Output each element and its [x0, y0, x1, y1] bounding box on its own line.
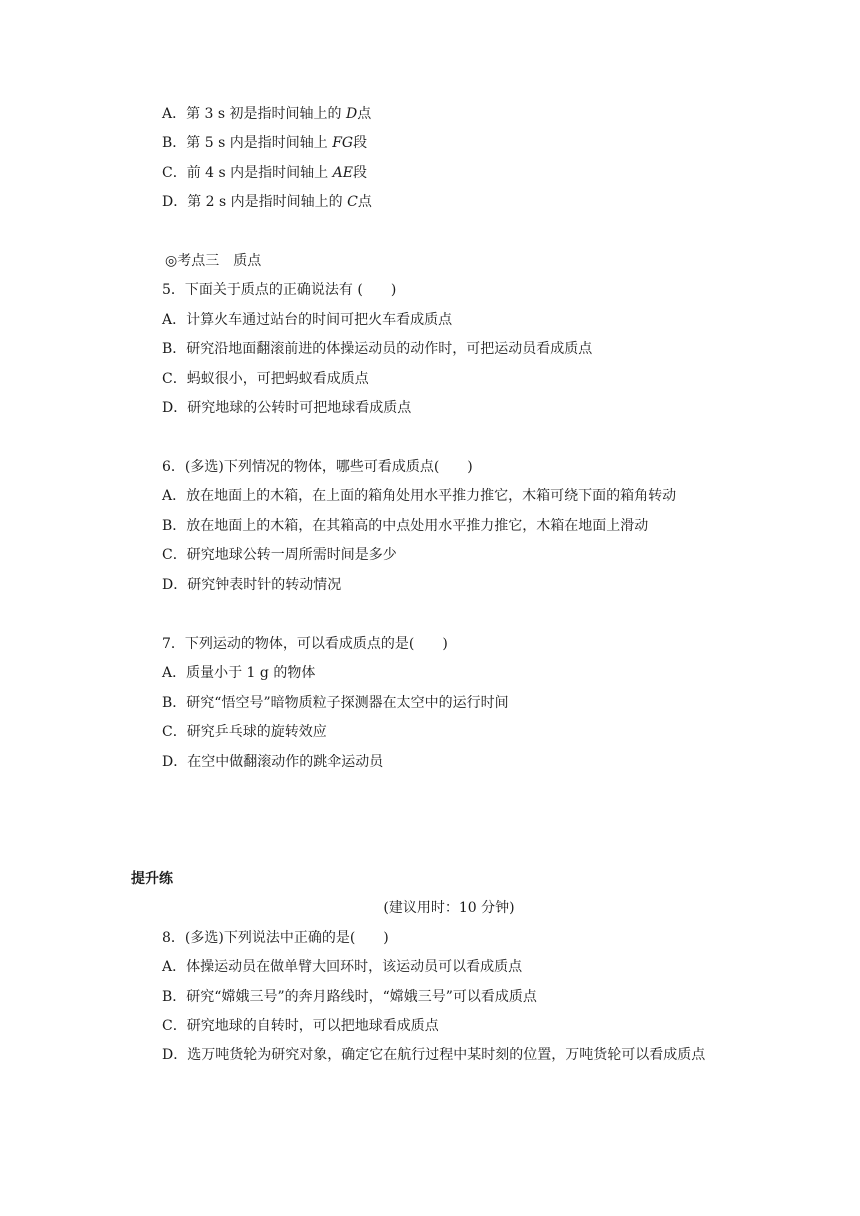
option-line: B．研究沿地面翻滚前进的体操运动员的动作时，可把运动员看成质点: [162, 341, 593, 357]
option-text: 段: [352, 165, 367, 181]
option-line: [162, 105, 371, 123]
option-variable: D: [346, 106, 358, 122]
option-text: C．前 4 s 内是指时间轴上: [162, 165, 333, 181]
option-line: C．蚂蚁很小，可把蚂蚁看成质点: [162, 371, 369, 387]
option-line: D．选万吨货轮为研究对象，确定它在航行过程中某时刻的位置，万吨货轮可以看成质点: [162, 1047, 706, 1063]
option-variable: FG: [332, 135, 354, 151]
option-line: D．研究地球的公转时可把地球看成质点: [162, 400, 412, 416]
option-text: 点: [357, 106, 372, 122]
option-line: A．体操运动员在做单臂大回环时，该运动员可以看成质点: [162, 959, 523, 975]
option-text: A．第 3 s 初是指时间轴上的: [162, 106, 347, 122]
option-line: D．研究钟表时针的转动情况: [162, 577, 342, 593]
option-line: [162, 164, 367, 182]
option-line: D．在空中做翻滚动作的跳伞运动员: [162, 754, 384, 770]
option-line: A．质量小于 1 g 的物体: [162, 665, 316, 681]
question-stem: 6．(多选)下列情况的物体，哪些可看成质点( ): [162, 459, 473, 475]
option-text: 点: [357, 194, 372, 210]
question-stem: 8．(多选)下列说法中正确的是( ): [162, 930, 389, 946]
question-stem: 7．下列运动的物体，可以看成质点的是( ): [162, 636, 448, 652]
option-line: [162, 193, 372, 211]
option-line: [162, 134, 367, 152]
option-line: B．放在地面上的木箱，在其箱高的中点处用水平推力推它，木箱在地面上滑动: [162, 518, 649, 534]
question-stem: 5．下面关于质点的正确说法有 ( ): [162, 282, 397, 298]
option-variable: AE: [332, 165, 353, 181]
time-hint: (建议用时：10 分钟): [383, 900, 515, 916]
option-line: C．研究地球的自转时，可以把地球看成质点: [162, 1018, 439, 1034]
option-text: B．第 5 s 内是指时间轴上: [162, 135, 333, 151]
option-text: 段: [353, 135, 368, 151]
option-line: C．研究乒乓球的旋转效应: [162, 724, 327, 740]
section-heading: ◎考点三 质点: [165, 253, 262, 269]
option-variable: C: [347, 194, 358, 210]
section-title: 提升练: [131, 871, 173, 887]
option-line: C．研究地球公转一周所需时间是多少: [162, 547, 397, 563]
option-line: A．计算火车通过站台的时间可把火车看成质点: [162, 312, 453, 328]
option-line: B．研究“嫦娥三号”的奔月路线时，“嫦娥三号”可以看成质点: [162, 989, 537, 1005]
option-text: D．第 2 s 内是指时间轴上的: [162, 194, 348, 210]
option-line: A．放在地面上的木箱，在上面的箱角处用水平推力推它，木箱可绕下面的箱角转动: [162, 488, 677, 504]
option-line: B．研究“悟空号”暗物质粒子探测器在太空中的运行时间: [162, 695, 509, 711]
